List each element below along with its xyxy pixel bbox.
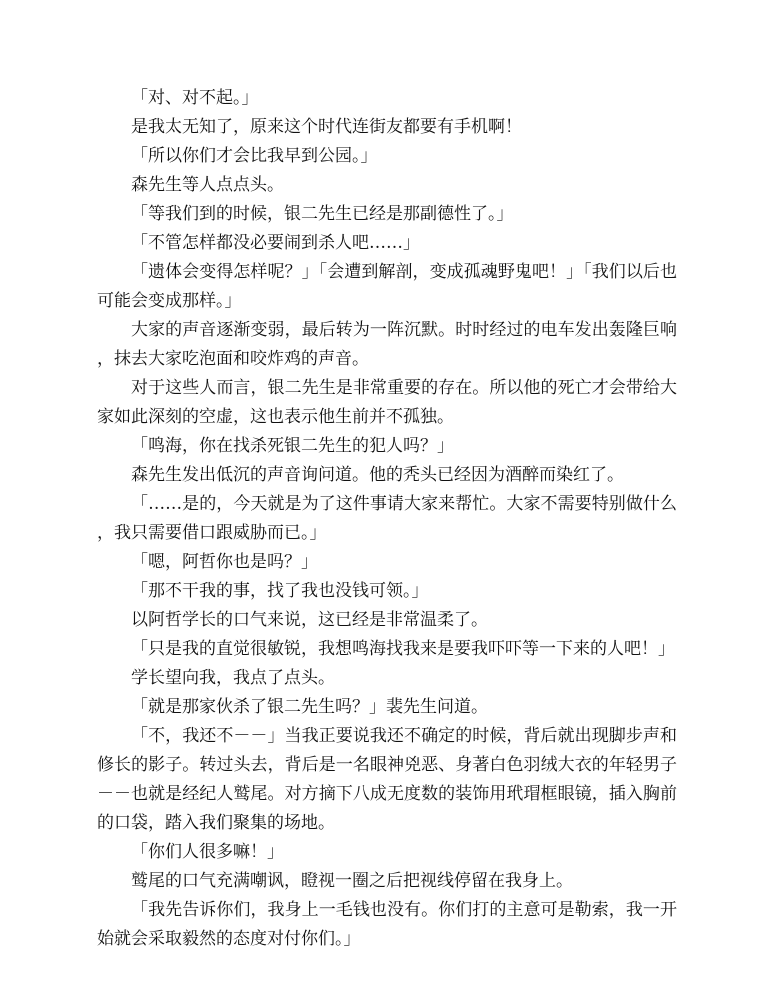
paragraph-8: 大家的声音逐渐变弱，最后转为一阵沉默。时时经过的电车发出轰隆巨响，抹去大家吃泡面和咬炸鸡的声音。 [97,320,677,369]
paragraph-12: 「……是的，今天就是为了这件事请大家来帮忙。大家不需要特别做什么，我只需要借口跟威胁而已。」 [97,494,677,543]
paragraph-22: 「我先告诉你们，我身上一毛钱也没有。你们打的主意可是勒索，我一开始就会采取毅然的态度对付你们。」 [97,900,677,949]
paragraph-20: 「你们人很多嘛！」 [131,842,284,862]
paragraph-5: 「等我们到的时候，银二先生已经是那副德性了。」 [131,204,514,224]
paragraph-17: 学长望向我，我点了点头。 [131,668,335,688]
paragraph-4: 森先生等人点点头。 [131,175,284,195]
paragraph-11: 森先生发出低沉的声音询问道。他的秃头已经因为酒醉而染红了。 [131,465,624,485]
paragraph-1: 「对、对不起。」 [131,88,259,108]
paragraph-3: 「所以你们才会比我早到公园。」 [131,146,378,166]
paragraph-2: 是我太无知了，原来这个时代连街友都要有手机啊！ [131,117,522,137]
paragraph-7: 「遗体会变得怎样呢？」「会遭到解剖，变成孤魂野鬼吧！」「我们以后也可能会变成那样。」 [97,262,677,311]
paragraph-19: 「不，我还不－－」当我正要说我还不确定的时候，背后就出现脚步声和修长的影子。转过头去，背后是一名眼神兇恶、身著白色羽绒大衣的年轻男子－－也就是经纪人鹫尾。对方摘下八成无度数的装饰用玳瑁框眼镜，插入胸前的口袋，踏入我们聚集的场地。 [97,726,677,833]
paragraph-14: 「那不干我的事，找了我也没钱可领。」 [131,581,429,601]
paragraph-15: 以阿哲学长的口气来说，这已经是非常温柔了。 [131,610,488,630]
paragraph-10: 「鸣海，你在找杀死银二先生的犯人吗？」 [131,436,454,456]
paragraph-6: 「不管怎样都没必要闹到杀人吧……」 [131,233,420,253]
paragraph-13: 「嗯，阿哲你也是吗？」 [131,552,318,572]
paragraph-21: 鹫尾的口气充满嘲讽，瞪视一圈之后把视线停留在我身上。 [131,871,573,891]
paragraph-18: 「就是那家伙杀了银二先生吗？」裴先生问道。 [131,697,488,717]
paragraph-9: 对于这些人而言，银二先生是非常重要的存在。所以他的死亡才会带给大家如此深刻的空虚，这也表示他生前并不孤独。 [97,378,677,427]
paragraph-16: 「只是我的直觉很敏锐，我想鸣海找我来是要我吓吓等一下来的人吧！」 [131,639,675,659]
text-body [97,84,677,954]
